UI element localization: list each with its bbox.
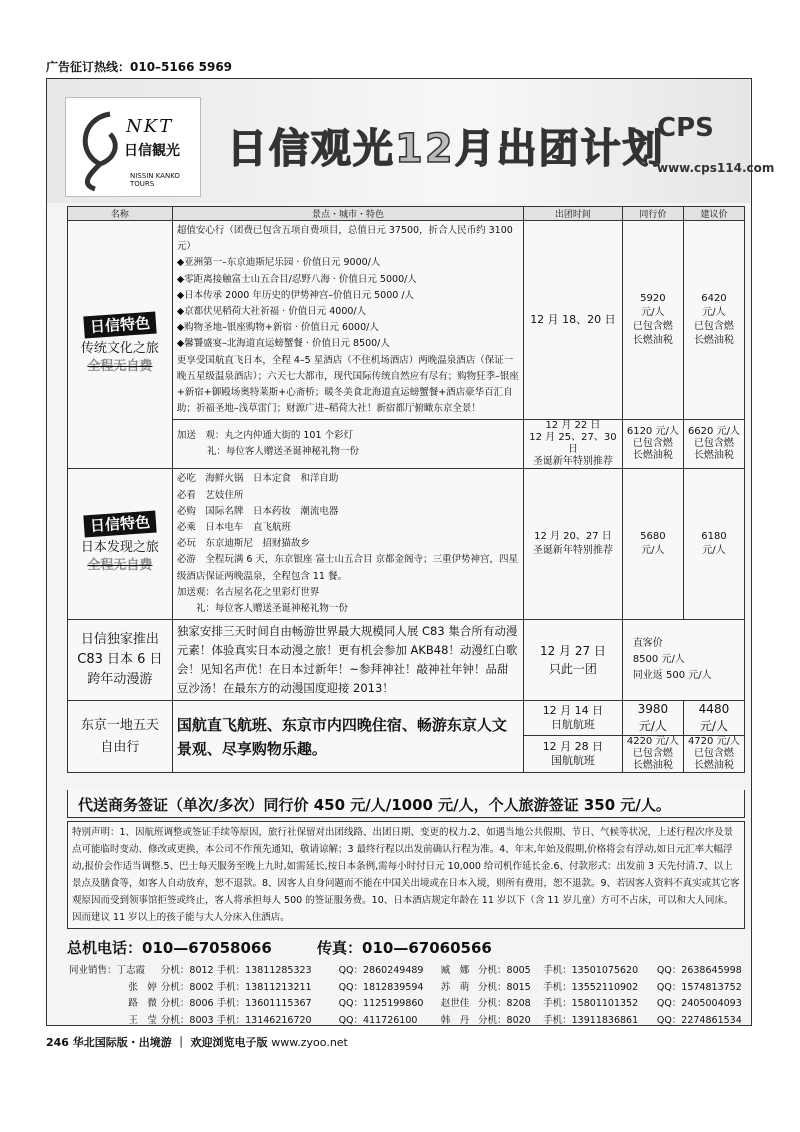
tour1-extra-date: 12 月 22 日 12 月 25、27、30 日 圣诞新年特别推荐 xyxy=(524,420,623,469)
company-logo xyxy=(65,97,201,197)
tour3-price: 直客价 8500 元/人 同业返 500 元/人 xyxy=(622,620,744,701)
feature-line: 加送观：名古屋名花之里彩灯世界 xyxy=(176,586,320,598)
visa-service-line: 代送商务签证（单次/多次）同行价 450 元/人/1000 元/人，个人旅游签证 350 元/人。 xyxy=(67,790,745,818)
main-phone: 总机电话：010—67058066 xyxy=(67,939,272,957)
feature-line: ◆零距离接触富士山五合目/忍野八海 · 价值日元 5000/人 xyxy=(176,273,417,285)
staff-cell: 张 婷 xyxy=(128,981,157,993)
feature-line: 必玩 东京迪斯尼 招财猫故乡 xyxy=(176,538,310,550)
staff-cell: QQ：411726100 xyxy=(338,1014,418,1026)
tour2-date: 12 月 20、27 日 圣诞新年特别推荐 xyxy=(524,469,623,620)
tour1-extra-suggested: 6620 元/人 已包含燃 长燃油税 xyxy=(683,420,744,469)
table-row xyxy=(68,701,745,736)
special-notice: 特别声明：1、因航班调整或签证手续等原因，旅行社保留对出团线路、出团日期、变更的权力.2、如遇当地公共假期、节日、气候等状况，上述行程次序及景点可能临时变动、修改或更换，本公司不作预先通知，敬请谅解；3 最终行程以出发前确认行程为准。4、年末,年始及假期,价格将会有浮动,如日元汇率大幅浮动,报价会作适当调整.5、巴士每天服务至晚上九时,如需延长,按日本条例,需每小时付日元 10,000 给司机作延长金.6、付款形式：出发前 3 天先付清.7、以上景点及膳食等，如客人自动放弃，恕不退款。8、因客人自身问题而不能在中国关出境或在日本入境，则所有费用，恕不退款。9、若因客人资料不真实或其它客观原因而受到领事馆拒签或终止，客人将承担每人 500 的签证服务费。10、日本酒店规定年龄在 11 岁以下（含 11 岁儿童）方可不占床，可以和大人同床。因而建议 11 岁以上的孩子能与大人分床入住酒店。 xyxy=(67,821,745,929)
header-banner xyxy=(47,79,775,203)
tour3-features: 独家安排三天时间自由畅游世界最大规模同人展 C83 集合所有动漫元素！体验真实日本动漫之旅！更有机会参加 AKB48！动漫红白歌会！见知名声优！在日本过新年！~参拜神社！敲神社年钟！品甜豆沙汤！在最东方的动漫国度迎接 2013！ xyxy=(172,620,523,701)
table-row xyxy=(68,469,745,620)
tour1-features xyxy=(172,221,523,420)
feature-line: 必看 艺妓住所 xyxy=(176,489,244,501)
staff-cell: QQ：2860249489 xyxy=(338,965,424,977)
table-row xyxy=(68,221,745,420)
staff-cell: 分机：8002 手机：13811213211 xyxy=(160,981,312,993)
tour1-date: 12 月 18、20 日 xyxy=(524,221,623,420)
logo-chinese: 日信観光 xyxy=(124,143,180,159)
staff-cell: 臧 娜 xyxy=(440,965,470,977)
feature-line: 必游 全程玩满 6 天，东京银座 富士山五合目 京都金阁寺；三重伊势神宫，四星级酒店保证两晚温泉，全程包含 11 餐。 xyxy=(176,554,518,582)
staff-cell: QQ：1574813752 xyxy=(656,981,742,993)
tour4-date1: 12 月 14 日 日航航班 xyxy=(524,701,623,736)
tour1-tag: 日信特色 xyxy=(83,311,156,338)
staff-cell: QQ：2638645998 xyxy=(656,965,742,977)
feature-line: 礼：每位客人赠送圣诞神秘礼物一份 xyxy=(176,603,348,615)
staff-cell: 苏 萌 xyxy=(440,981,470,993)
advert-frame xyxy=(46,78,775,1026)
tour2-name: 日本发现之旅 xyxy=(80,540,159,556)
tour2-peer-price: 5680 元/人 xyxy=(622,469,683,620)
staff-cell: 路 微 xyxy=(128,998,157,1010)
logo-tours: NISSIN KANKO TOURS xyxy=(130,172,180,188)
staff-cell: 分机：8012 手机：13811285323 xyxy=(160,965,312,977)
tour4-name: 东京一地五天 自由行 xyxy=(68,701,173,773)
staff-cell: 手机：15801101352 xyxy=(543,998,639,1010)
col-header-peer-price: 同行价 xyxy=(622,207,683,221)
swan-icon xyxy=(70,104,130,194)
feature-line: ◆亚洲第一–东京迪斯尼乐园 · 价值日元 9000/人 xyxy=(176,257,381,269)
sales-staff-table xyxy=(67,961,757,1027)
extra-line: 礼：每位客人赠送圣诞神秘礼物一份 xyxy=(206,446,359,458)
feature-line: ◆馨饕盛宴–北海道直运螃蟹餐 · 价值日元 8500/人 xyxy=(176,338,390,350)
contact-line xyxy=(67,937,532,958)
tour1-name-cell xyxy=(68,221,173,469)
feature-line: ◆京都伏见稻荷大社祈福 · 价值日元 4000/人 xyxy=(176,306,367,318)
tour1-noself: 全程无自费 xyxy=(87,358,153,374)
feature-line: ◆日本传承 2000 年历史的伊势神宫–价值日元 5000 /人 xyxy=(176,289,415,301)
staff-cell: 同业销售：丁志霞 xyxy=(69,965,146,977)
staff-cell: QQ：2274861534 xyxy=(656,1014,742,1026)
staff-cell: 韩 丹 xyxy=(440,1014,470,1026)
tour1-name: 传统文化之旅 xyxy=(80,340,159,356)
tour2-tag: 日信特色 xyxy=(83,511,156,538)
staff-cell: QQ：1812839594 xyxy=(338,981,424,993)
tour2-name-cell xyxy=(68,469,173,620)
staff-row xyxy=(67,978,757,995)
tour1-extra xyxy=(172,420,523,469)
fax-number: 传真：010—67060566 xyxy=(317,939,492,957)
staff-cell: 分机：8006 手机：13601115367 xyxy=(160,998,312,1010)
footer-url[interactable]: www.zyoo.net xyxy=(271,1036,348,1049)
tour3-date: 12 月 27 日 只此一团 xyxy=(524,620,623,701)
staff-cell: 分机：8020 xyxy=(478,1014,531,1026)
footer-text: 246 华北国际版・出境游 ｜ 欢迎浏览电子版 xyxy=(46,1036,268,1049)
tour4-date2: 12 月 28 日 国航航班 xyxy=(524,736,623,773)
staff-cell: QQ：1125199860 xyxy=(338,998,424,1010)
table-row xyxy=(68,620,745,701)
staff-cell: 分机：8015 xyxy=(478,981,531,993)
tour3-name: 日信独家推出 C83 日本 6 日 跨年动漫游 xyxy=(68,620,173,701)
feature-line: ◆购物圣地–银座购物+新宿 · 价值日元 6000/人 xyxy=(176,322,379,334)
tour4-sugg2: 4720 元/人 已包含燃 长燃油税 xyxy=(683,736,744,773)
cps-url: www.cps114.com xyxy=(657,161,775,175)
feature-line: 必乘 日本电车 直飞航班 xyxy=(176,522,291,534)
staff-cell: 王 莹 xyxy=(128,1014,157,1026)
col-header-suggested-price: 建议价 xyxy=(683,207,744,221)
ad-hotline: 广告征订热线：010–5166 5969 xyxy=(46,60,233,74)
tour1-peer-price: 5920 元/人 已包含燃 长燃油税 xyxy=(622,221,683,420)
table-header-row xyxy=(68,207,745,221)
staff-cell: 分机：8005 xyxy=(478,965,531,977)
feature-line: 必购 国际名牌 日本药妆 潮流电器 xyxy=(176,505,339,517)
staff-cell: 手机：13552110902 xyxy=(543,981,639,993)
page-footer xyxy=(46,1034,348,1050)
cps-logo: CPS xyxy=(657,113,714,143)
feature-line: 超值安心行（团费已包含五项自费项目，总值日元 37500，折合人民币约 3100 元） xyxy=(176,225,513,253)
staff-cell: 手机：13911836861 xyxy=(543,1014,639,1026)
col-header-features: 景点・城市・特色 xyxy=(172,207,523,221)
tour2-features xyxy=(172,469,523,620)
col-header-name: 名称 xyxy=(68,207,173,221)
tour4-sugg1: 4480 元/人 xyxy=(683,701,744,736)
staff-row xyxy=(67,961,757,978)
staff-cell: 手机：13501075620 xyxy=(543,965,639,977)
staff-cell: QQ：2405004093 xyxy=(656,998,742,1010)
staff-cell: 赵世佳 xyxy=(440,998,470,1010)
tour1-extra-peer: 6120 元/人 已包含燃 长燃油税 xyxy=(622,420,683,469)
tour2-noself: 全程无自费 xyxy=(87,558,153,574)
tour4-peer1: 3980 元/人 xyxy=(622,701,683,736)
tour4-features: 国航直飞航班、东京市内四晚住宿、畅游东京人文景观、尽享购物乐趣。 xyxy=(172,701,523,773)
staff-row xyxy=(67,1011,757,1028)
col-header-date: 出团时间 xyxy=(524,207,623,221)
tour1-suggested-price: 6420 元/人 已包含燃 长燃油税 xyxy=(683,221,744,420)
staff-cell: 分机：8208 xyxy=(478,998,531,1010)
tour4-peer2: 4220 元/人 已包含燃 长燃油税 xyxy=(622,736,683,773)
page-title: 日信观光12月出团计划 xyxy=(227,126,665,172)
staff-cell: 分机：8003 手机：13146216720 xyxy=(160,1014,312,1026)
logo-latin: NKT xyxy=(126,116,174,137)
tour2-suggested-price: 6180 元/人 xyxy=(683,469,744,620)
staff-row xyxy=(67,994,757,1011)
feature-line: 更享受国航直飞日本，全程 4–5 星酒店（不住机场酒店）两晚温泉酒店（保证一晚五星级温泉酒店）；六天七大都市，现代国际传统自然应有尽有；购物狂季–银座+新宿+御殿场奥特莱斯+心斋桥；暖冬美食北海道直运螃蟹餐+酒店豪华百汇自助；祈福圣地–浅草雷门；财源广进–稻荷大社！新宿都厅俯瞰东京全景！ xyxy=(176,354,519,415)
feature-line: 必吃 海鲜火锅 日本定食 和洋自助 xyxy=(176,473,339,485)
extra-line: 加送 观：丸之内仲通大街的 101 个彩灯 xyxy=(176,430,354,442)
tour-plan-table xyxy=(67,206,745,773)
